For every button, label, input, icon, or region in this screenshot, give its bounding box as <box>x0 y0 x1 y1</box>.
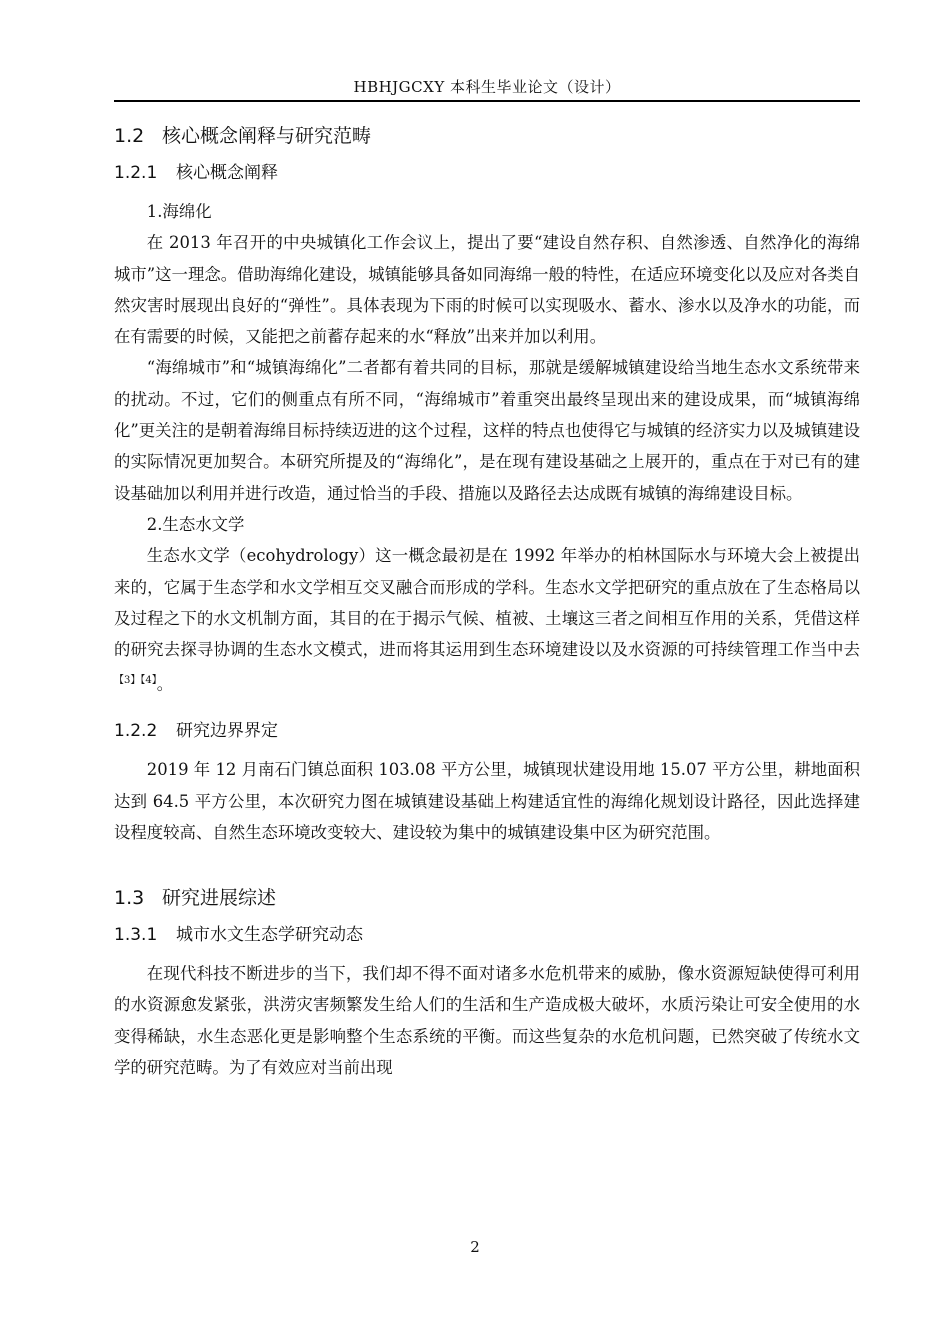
header-divider <box>114 100 860 102</box>
item-heading-sponge: 1.海绵化 <box>146 202 212 221</box>
citation-reference[interactable]: 【3】【4】 <box>114 675 157 687</box>
page-number: 2 <box>470 1238 480 1256</box>
paragraph-ecohydrology <box>114 540 860 700</box>
page-body <box>114 110 860 1083</box>
subsection-number: 1.2.1 <box>114 163 158 183</box>
subsection-number: 1.2.2 <box>114 721 158 742</box>
running-header: HBHJGCXY 本科生毕业论文（设计） <box>353 78 621 96</box>
section-number: 1.3 <box>114 887 145 910</box>
paragraph-research-boundary: 2019 年 12 月南石门镇总面积 103.08 平方公里，城镇现状建设用地 15.07 平方公里，耕地面积达到 64.5 平方公里，本次研究力图在城镇建设基础上构建适宜性的海绵化规划设计路径，因此选择建设程度较高、自然生态环境改变较大、建设较为集中的城镇建设集中区为研究范围。 <box>114 760 860 842</box>
subsection-title: 研究边界界定 <box>176 721 278 742</box>
item-heading-ecohydrology: 2.生态水文学 <box>146 514 245 534</box>
paragraph-sponge-definition: 在 2013 年召开的中央城镇化工作会议上，提出了要“建设自然存积、自然渗透、自然净化的海绵城市”这一理念。借助海绵化建设，城镇能够具备如同海绵一般的特性，在适应环境变化以及应对各类自然灾害时展现出良好的“弹性”。具体表现为下雨的时候可以实现吸水、蓄水、渗水以及净水的功能，而在有需要的时候，又能把之前蓄存起来的水“释放”出来并加以利用。 <box>114 233 860 347</box>
subsection-title: 核心概念阐释 <box>176 163 278 183</box>
subsection-number: 1.3.1 <box>114 925 158 946</box>
paragraph-sponge-comparison: “海绵城市”和“城镇海绵化”二者都有着共同的目标，那就是缓解城镇建设给当地生态水文系统带来的扰动。不过，它们的侧重点有所不同，“海绵城市”着重突出最终呈现出来的建设成果，而“城镇海绵化”更关注的是朝着海绵目标持续迈进的这个过程，这样的特点也使得它与城镇的经济实力以及城镇建设的实际情况更加契合。本研究所提及的“海绵化”，是在现有建设基础之上展开的，重点在于对已有的建设基础加以利用并进行改造，通过恰当的手段、措施以及路径去达成既有城镇的海绵建设目标。 <box>114 358 860 503</box>
subsection-heading-1-2-1 <box>114 160 860 186</box>
subsection-heading-1-2-2 <box>114 718 860 744</box>
section-title: 核心概念阐释与研究范畴 <box>162 125 372 147</box>
section-heading-1-2 <box>114 122 860 150</box>
subsection-title: 城市水文生态学研究动态 <box>176 925 363 946</box>
paragraph-text: 生态水文学（ecohydrology）这一概念最初是在 1992 年举办的柏林国际水与环境大会上被提出来的，它属于生态学和水文学相互交叉融合而形成的学科。生态水文学把研究的重点放在了生态格局以及过程之下的水文机制方面，其目的在于揭示气候、植被、土壤这三者之间相互作用的关系，凭借这样的研究去探寻协调的生态水文模式，进而将其运用到生态环境建设以及水资源的可持续管理工作当中去 <box>114 546 860 660</box>
paragraph-urban-hydro-ecology: 在现代科技不断进步的当下，我们却不得不面对诸多水危机带来的威胁，像水资源短缺使得可利用的水资源愈发紧张，洪涝灾害频繁发生给人们的生活和生产造成极大破坏，水质污染让可安全使用的水变得稀缺，水生态恶化更是影响整个生态系统的平衡。而这些复杂的水危机问题，已然突破了传统水文学的研究范畴。为了有效应对当前出现 <box>114 964 860 1077</box>
paragraph-end: 。 <box>156 674 174 694</box>
section-heading-1-3 <box>114 884 860 912</box>
section-title: 研究进展综述 <box>162 887 277 910</box>
subsection-heading-1-3-1 <box>114 922 860 948</box>
section-number: 1.2 <box>114 125 145 147</box>
